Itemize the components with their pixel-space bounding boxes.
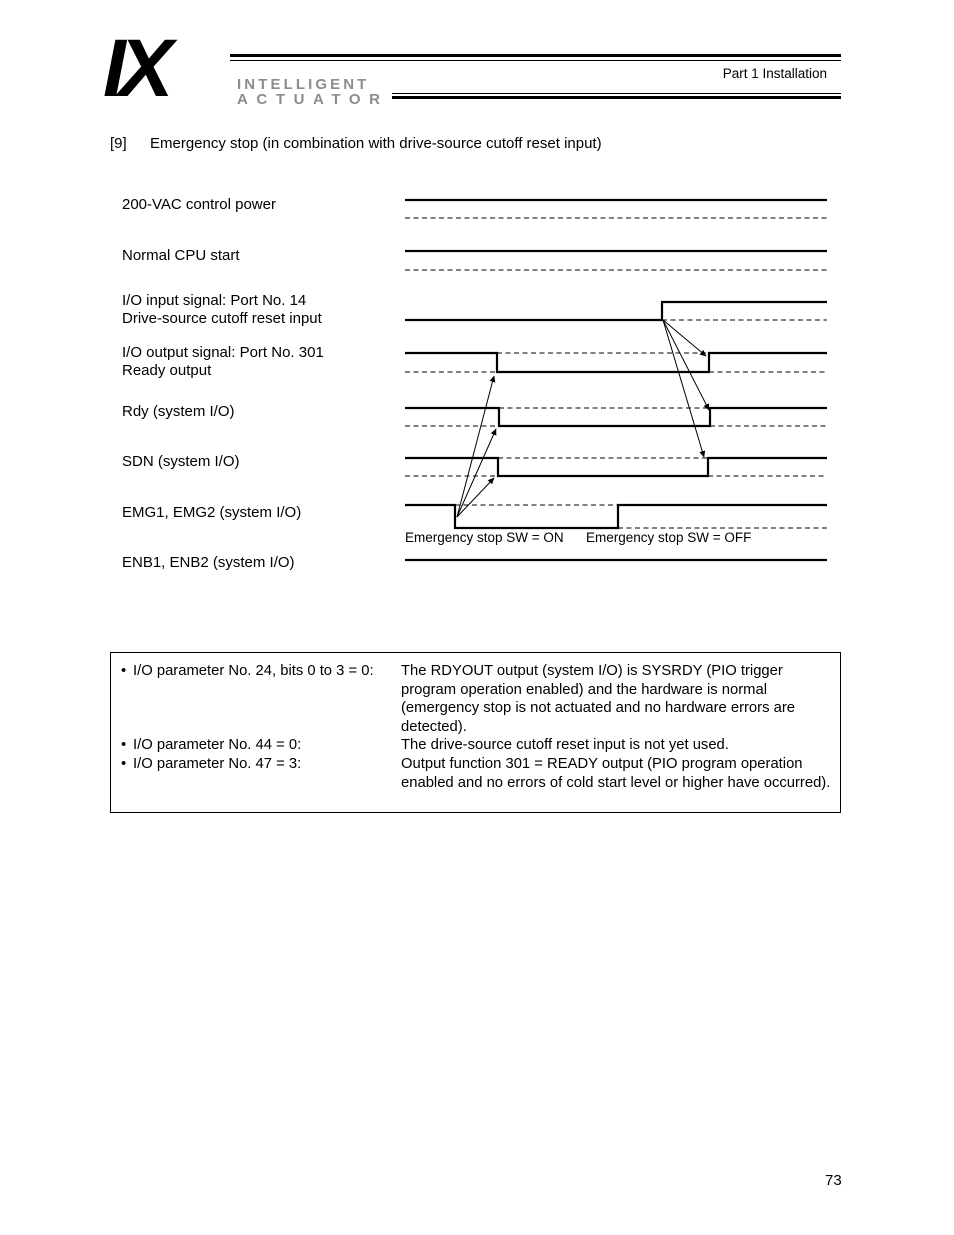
signal-label-line: SDN (system I/O) bbox=[122, 453, 240, 470]
signal-label-line: I/O output signal: Port No. 301 bbox=[122, 344, 324, 361]
drive-source-cutoff-reset-input-waveform bbox=[405, 302, 827, 320]
header-rule-top-thick bbox=[230, 54, 841, 57]
header-part-label: Part 1 Installation bbox=[722, 66, 827, 81]
causality-arrow-4 bbox=[663, 320, 706, 356]
signal-label-enb1-enb2 bbox=[122, 554, 295, 572]
signal-label-line: Ready output bbox=[122, 362, 212, 379]
ready-output-waveform bbox=[405, 353, 827, 372]
signal-label-line: Normal CPU start bbox=[122, 247, 240, 264]
note-row-parameter-47 bbox=[121, 755, 832, 792]
note-parameter-text: I/O parameter No. 44 = 0: bbox=[133, 737, 302, 754]
header-rule-bottom-thick bbox=[392, 96, 841, 99]
signal-label-rdy bbox=[122, 403, 235, 421]
signal-label-line: 200-VAC control power bbox=[122, 196, 276, 213]
note-row-parameter-24 bbox=[121, 662, 832, 736]
signal-label-line: I/O input signal: Port No. 14 bbox=[122, 292, 307, 309]
note-parameter-text: I/O parameter No. 24, bits 0 to 3 = 0: bbox=[133, 663, 374, 679]
signal-label-io-output-port-301 bbox=[122, 344, 324, 380]
header-rule-bottom-thin bbox=[392, 93, 841, 94]
header-rule-top-thin bbox=[230, 60, 841, 61]
note-parameter bbox=[121, 755, 401, 792]
note-description: Output function 301 = READY output (PIO program operation enabled and no errors of cold start level or higher have occurred). bbox=[401, 755, 831, 791]
signal-label-emg1-emg2 bbox=[122, 504, 301, 522]
signal-label-sdn bbox=[122, 453, 240, 471]
section-number: [9] bbox=[110, 135, 127, 152]
note-row-parameter-44 bbox=[121, 736, 832, 755]
note-parameter bbox=[121, 662, 401, 736]
bullet-icon: • bbox=[121, 755, 127, 772]
signal-label-io-input-port-14 bbox=[122, 292, 322, 328]
iai-logo-line2: ACTUATOR bbox=[237, 91, 389, 108]
signal-label-normal-cpu-start bbox=[122, 247, 240, 265]
note-description: The RDYOUT output (system I/O) is SYSRDY (PIO trigger program operation enabled) and the hardware is normal (emergency stop is not actuated and no hardware errors are detected). bbox=[401, 663, 795, 735]
iai-logo-line1: INTELLIGENT bbox=[237, 76, 370, 93]
page-number: 73 bbox=[825, 1172, 842, 1189]
emg1-emg2-waveform bbox=[405, 505, 827, 528]
section-title: Emergency stop (in combination with drive-source cutoff reset input) bbox=[150, 135, 602, 152]
signal-label-line: EMG1, EMG2 (system I/O) bbox=[122, 504, 302, 521]
bullet-icon: • bbox=[121, 737, 127, 754]
note-description: The drive-source cutoff reset input is not yet used. bbox=[401, 737, 729, 754]
signal-label-line: Drive-source cutoff reset input bbox=[122, 310, 322, 327]
bullet-icon: • bbox=[121, 663, 127, 679]
section-heading bbox=[110, 135, 602, 152]
annotation-emergency-stop-sw-off: Emergency stop SW = OFF bbox=[586, 530, 752, 545]
rdy-waveform bbox=[405, 408, 827, 426]
signal-label-line: Rdy (system I/O) bbox=[122, 403, 235, 420]
signal-label-line: ENB1, ENB2 (system I/O) bbox=[122, 554, 295, 571]
annotation-emergency-stop-sw-on: Emergency stop SW = ON bbox=[405, 530, 564, 545]
parameter-note-box bbox=[110, 652, 841, 813]
iai-logo-mark: IX bbox=[103, 23, 167, 114]
note-parameter bbox=[121, 736, 401, 755]
note-parameter-text: I/O parameter No. 47 = 3: bbox=[133, 755, 302, 772]
signal-label-200vac-control-power bbox=[122, 196, 276, 214]
timing-waveforms-svg bbox=[400, 190, 850, 580]
